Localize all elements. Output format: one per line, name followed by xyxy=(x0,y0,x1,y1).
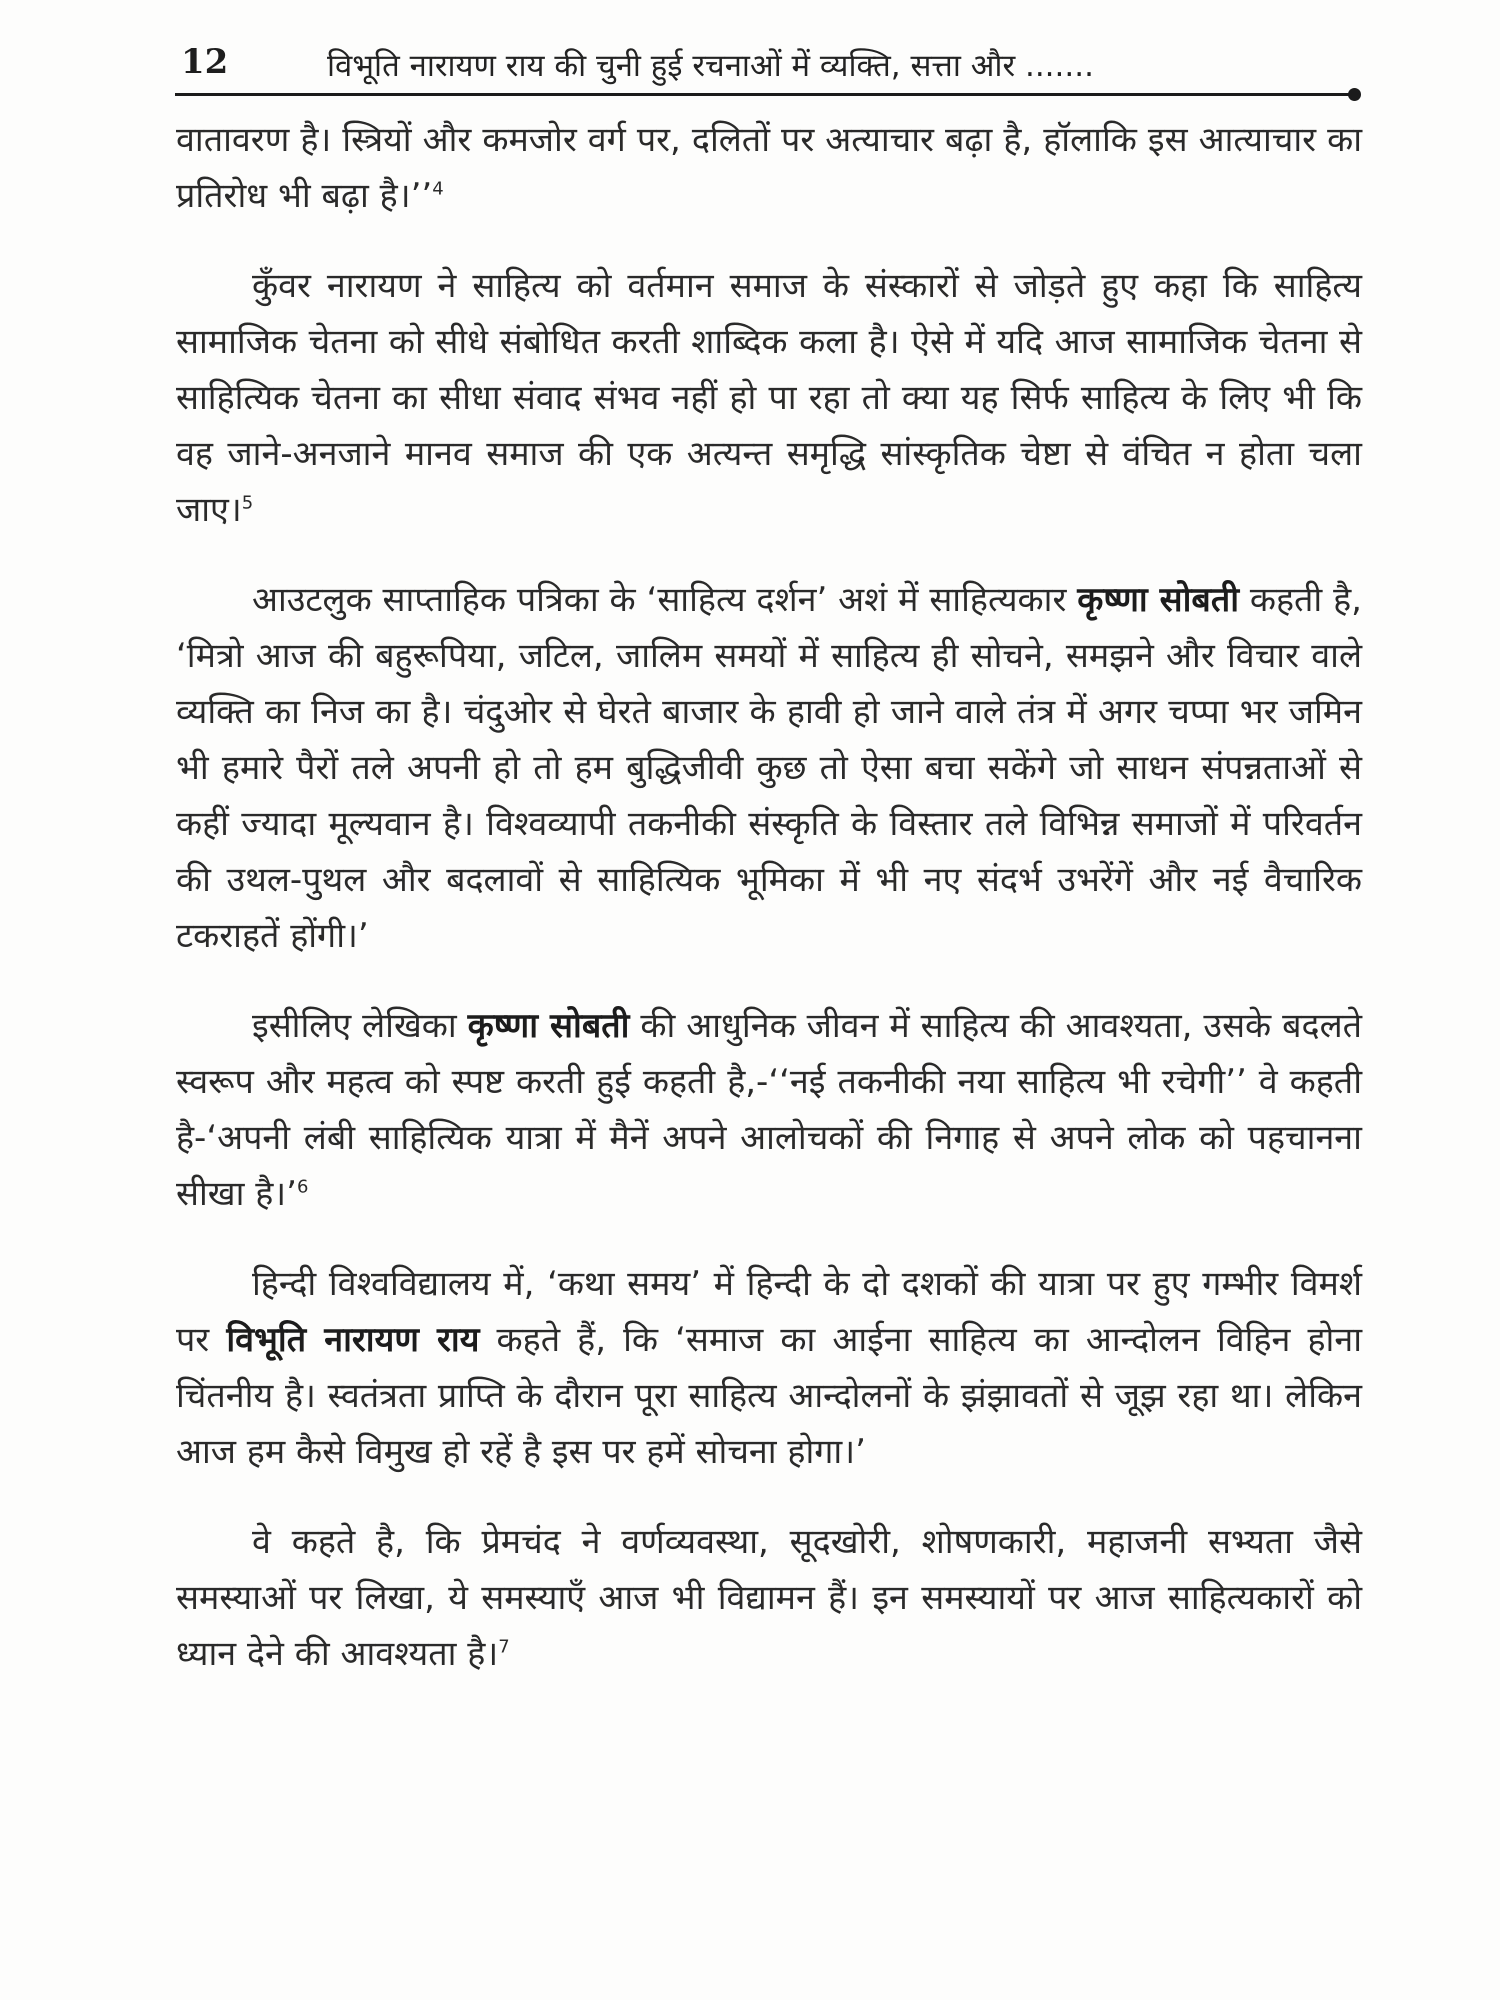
page-header xyxy=(175,38,1365,98)
footnote-ref: 6 xyxy=(296,1176,309,1198)
author-name-bold: कृष्णा सोबती xyxy=(1077,580,1240,620)
paragraph-text: वातावरण है। स्त्रियों और कमजोर वर्ग पर, दलितों पर अत्याचार बढ़ा है, हॉलाकि इस आत्याचार का प्रतिरोध भी बढ़ा है।’’ xyxy=(176,120,1362,216)
header-rule-dot xyxy=(1348,88,1361,101)
paragraph-text-after: कहते हैं, कि ‘समाज का आईना साहित्य का आन्दोलन विहिन होना चिंतनीय है। स्वतंत्रता प्राप्ति के दौरान पूरा साहित्य आन्दोलनों के झंझावतों से जूझ रहा था। लेकिन आज हम कैसे विमुख हो रहें है इस पर हमें सोचना होगा।’ xyxy=(176,1320,1363,1472)
paragraph-text-after: कहती है, ‘मित्रो आज की बहुरूपिया, जटिल, जालिम समयों में साहित्य ही सोचने, समझने और विचार वाले व्यक्ति का निज का है। चंदुओर से घेरते बाजार के हावी हो जाने वाले तंत्र में अगर चप्पा भर जमिन भी हमारे पैरों तले अपनी हो तो हम बुद्धिजीवी कुछ तो ऐसा बचा सकेंगे जो साधन संपन्नताओं से कहीं ज्यादा मूल्यवान है। विश्वव्यापी तकनीकी संस्कृति के विस्तार तले विभिन्न समाजों में परिवर्तन की उथल-पुथल और बदलावों से साहित्यिक भूमिका में भी नए संदर्भ उभरेंगें और नई वैचारिक टकराहतें होंगी।’ xyxy=(176,580,1362,956)
footnote-ref: 7 xyxy=(498,1636,510,1658)
paragraph-kunwar-narayan xyxy=(176,258,1362,538)
paragraph-text: कुँवर नारायण ने साहित्य को वर्तमान समाज के संस्कारों से जोड़ते हुए कहा कि साहित्य सामाजिक चेतना को सीधे संबोधित करती शाब्दिक कला है। ऐसे में यदि आज सामाजिक चेतना से साहित्यिक चेतना का सीधा संवाद संभव नहीं हो पा रहा तो क्या यह सिर्फ साहित्य के लिए भी कि वह जाने-अनजाने मानव समाज की एक अत्यन्त समृद्धि सांस्कृतिक चेष्टा से वंचित न होता चला जाए। xyxy=(176,266,1362,530)
footnote-ref: 4 xyxy=(432,178,444,200)
running-title: विभूति नारायण राय की चुनी हुई रचनाओं में व्यक्ति, सत्ता और ....... xyxy=(327,48,1094,84)
paragraph-lekhika xyxy=(176,998,1362,1222)
paragraph-text-before: हिन्दी विश्वविद्यालय में, ‘कथा समय’ में हिन्दी के दो दशकों की यात्रा पर हुए गम्भीर विमर्श पर xyxy=(176,1264,1362,1360)
paragraph-continued xyxy=(176,112,1362,224)
paragraph-hindi-university xyxy=(176,1256,1362,1480)
paragraph-text-before: आउटलुक साप्ताहिक पत्रिका के ‘साहित्य दर्शन’ अशं में साहित्यकार xyxy=(252,580,1067,620)
author-name-bold: विभूति नारायण राय xyxy=(226,1320,480,1360)
paragraph-text-after: की आधुनिक जीवन में साहित्य की आवश्यता, उसके बदलते स्वरूप और महत्व को स्पष्ट करती हुई कहती है,-‘‘नई तकनीकी नया साहित्य भी रचेगी’’ वे कहती है-‘अपनी लंबी साहित्यिक यात्रा में मैनें अपने आलोचकों की निगाह से अपने लोक को पहचानना सीखा है।’ xyxy=(176,1006,1362,1214)
footnote-ref: 5 xyxy=(241,492,254,514)
paragraph-outlook xyxy=(176,572,1362,964)
paragraph-text: वे कहते है, कि प्रेमचंद ने वर्णव्यवस्था, सूदखोरी, शोषणकारी, महाजनी सभ्यता जैसे समस्याओं पर लिखा, ये समस्याएँ आज भी विद्यामन हैं। इन समस्यायों पर आज साहित्यकारों को ध्यान देने की आवश्यता है। xyxy=(176,1522,1362,1674)
body-text xyxy=(176,112,1362,1716)
page-number: 12 xyxy=(181,42,229,82)
author-name-bold: कृष्णा सोबती xyxy=(467,1006,630,1046)
paragraph-text-before: इसीलिए लेखिका xyxy=(252,1006,457,1046)
paragraph-premchand xyxy=(176,1514,1362,1682)
header-rule xyxy=(175,93,1355,96)
